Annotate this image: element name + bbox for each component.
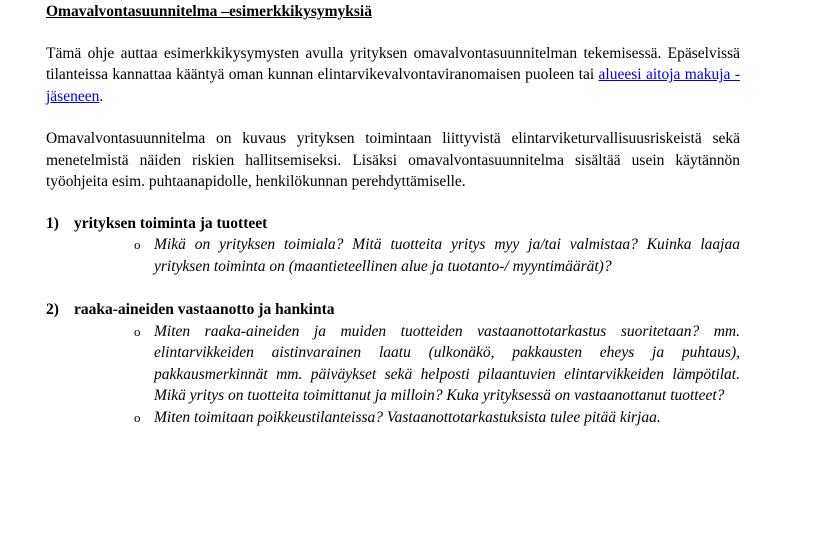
intro-text: Tämä ohje auttaa esimerkkikysymysten avulla yrityksen omavalvontasuunnitelman tekemisessä. Epäselvissä tilanteissa kannattaa kääntyä oman kunnan elintarvikevalvontaviranomaisen puoleen tai [46, 44, 740, 83]
bullet-circle-icon: o [134, 409, 141, 425]
list-item [46, 321, 740, 407]
document-title: Omavalvontasuunnitelma –esimerkkikysymyksiä [46, 3, 372, 20]
section-heading [46, 213, 740, 235]
question-text: Miten raaka-aineiden ja muiden tuotteiden vastaanottotarkastus suoritetaan? mm. elintarvikkeiden aistinvarainen laatu (ulkonäkö, pakkausten eheys ja puhtaus), pakkausmerkinnät mm. päiväykset sekä helposti pilaantuvien elintarvikkeiden lämpötilat. Mikä yritys on tuotteita toimittanut ja milloin? Kuka yrityksessä on vastaanottanut tuotteet? [154, 322, 740, 404]
description-paragraph: Omavalvontasuunnitelma on kuvaus yrityksen toimintaan liittyvistä elintarviketurvallisuusriskeistä sekä menetelmistä näiden riskien hallitsemiseksi. Lisäksi omavalvontasuunnitelma sisältää usein käytännön työohjeita esim. puhtaanapidolle, henkilökunnan perehdyttämiselle. [46, 130, 740, 190]
question-list [46, 234, 740, 277]
bullet-circle-icon: o [134, 323, 141, 339]
question-list [46, 321, 740, 429]
member-link[interactable]: alueesi aitoja makuja -jäseneen [46, 66, 740, 105]
section-number: 1) [46, 214, 59, 232]
document-page [46, 0, 740, 428]
section-heading [46, 299, 740, 321]
section-title: raaka-aineiden vastaanotto ja hankinta [74, 301, 335, 318]
section-number: 2) [46, 301, 59, 318]
list-item [46, 234, 740, 277]
intro-paragraph [46, 43, 740, 108]
question-text: Mikä on yrityksen toimiala? Mitä tuotteita yritys myy ja/tai valmistaa? Kuinka laajaa yrityksen toiminta on (maantieteellinen alue ja tuotanto-/ myyntimäärät)? [154, 236, 740, 275]
section-raw-material-receiving [46, 299, 740, 428]
section-title: yrityksen toiminta ja tuotteet [74, 214, 268, 232]
list-item [46, 407, 740, 429]
question-text: Miten toimitaan poikkeustilanteissa? Vastaanottotarkastuksista tulee pitää kirjaa. [154, 408, 661, 426]
bullet-circle-icon: o [134, 237, 141, 252]
intro-text-end: . [99, 87, 104, 105]
section-business-operations [46, 213, 740, 278]
